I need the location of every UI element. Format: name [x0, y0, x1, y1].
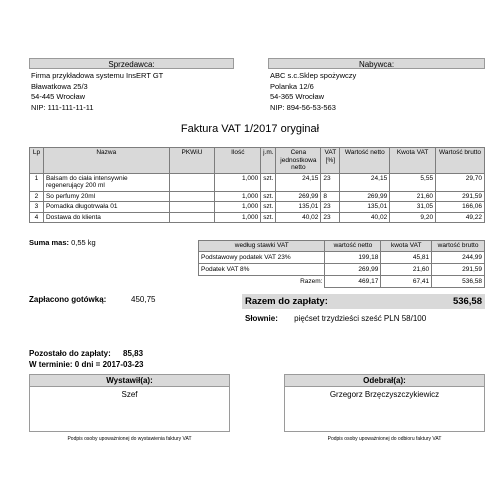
buyer-details	[268, 71, 485, 113]
item-name: Pomadka długotrwała 01	[43, 202, 169, 213]
seller-header: Sprzedawca:	[29, 58, 234, 69]
buyer-block	[268, 58, 485, 113]
total-due-label: Razem do zapłaty:	[245, 296, 328, 307]
table-row: 3 Pomadka długotrwała 01 1,000 szt. 135,01 23 135,01 31,05 166,06	[30, 202, 485, 213]
table-row: Podstawowy podatek VAT 23% 199,18 45,81 244,99	[199, 252, 485, 264]
col-unit: j.m.	[261, 148, 276, 174]
seller-block	[29, 58, 234, 113]
col-vat-amount: Kwota VAT	[390, 148, 436, 174]
remaining-payment	[29, 348, 144, 370]
table-row: 1 Balsam do ciała intensywnie regenerujący 200 ml 1,000 szt. 24,15 23 24,15 5,55 29,70	[30, 173, 485, 191]
issuer-signature-box	[29, 374, 230, 432]
seller-nip: NIP: 111-111-11-11	[31, 102, 94, 112]
table-row: 2 So perfumy 20ml 1,000 szt. 269,99 8 269,99 21,60 291,59	[30, 191, 485, 202]
buyer-nip: NIP: 894-56-53-563	[270, 102, 336, 112]
receiver-name: Grzegorz Brzęczyszczykiewicz	[329, 390, 440, 399]
receiver-header: Odebrał(a):	[285, 375, 484, 387]
vat-sum-label: Razem:	[300, 278, 323, 286]
mass-value: 0,55 kg	[71, 238, 96, 247]
col-gross-value: Wartość brutto	[436, 148, 485, 174]
seller-name: Firma przykładowa systemu InsERT GT	[31, 71, 164, 80]
in-words-label: Słownie:	[245, 314, 278, 323]
col-qty: Ilość	[215, 148, 261, 174]
issuer-name: Szef	[121, 390, 138, 399]
col-net-value: Wartość netto	[340, 148, 390, 174]
paid-cash-label: Zapłacono gotówką:	[29, 295, 107, 304]
col-net-price: Cena jednostkowa netto	[276, 148, 321, 174]
invoice-title: Faktura VAT 1/2017 oryginał	[180, 123, 320, 135]
paid-cash-value: 450,75	[131, 295, 156, 304]
item-name: Balsam do ciała intensywnie regenerujący 200 ml	[43, 173, 169, 191]
item-name: Dostawa do klienta	[43, 212, 169, 223]
buyer-name: ABC s.c.Sklep spożywczy	[270, 71, 357, 80]
issuer-note: Podpis osoby upoważnionej do wystawienia faktury VAT	[67, 436, 192, 442]
col-vat: VAT [%]	[321, 148, 340, 174]
vat-sum-row: Razem: 469,17 67,41 536,58	[199, 276, 485, 288]
items-table	[29, 147, 485, 223]
vat-header-row: według stawki VAT wartość netto kwota VAT wartość brutto	[199, 241, 485, 252]
mass-summary	[29, 238, 96, 247]
total-due-bar	[242, 294, 485, 309]
mass-label: Suma mas:	[29, 238, 70, 247]
remaining-label: Pozostało do zapłaty:	[29, 349, 111, 358]
seller-details	[29, 71, 234, 113]
col-name: Nazwa	[43, 148, 169, 174]
receiver-note: Podpis osoby upoważnionej do odbioru faktury VAT	[327, 436, 442, 442]
receiver-signature-box	[284, 374, 485, 432]
remaining-value: 85,83	[123, 349, 144, 358]
items-header-row	[30, 148, 485, 174]
seller-city: 54-445 Wrocław	[31, 92, 86, 101]
buyer-street: Polanka 12/6	[270, 81, 314, 91]
total-due-value: 536,58	[452, 296, 482, 307]
item-name: So perfumy 20ml	[43, 191, 169, 202]
buyer-header: Nabywca:	[268, 58, 485, 69]
issuer-header: Wystawił(a):	[30, 375, 229, 387]
col-lp: Lp	[30, 148, 44, 174]
payment-deadline: W terminie: 0 dni = 2017-03-23	[29, 360, 144, 369]
buyer-city: 54-365 Wrocław	[270, 92, 325, 101]
col-pkwiu: PKWiU	[169, 148, 215, 174]
vat-summary-table	[198, 240, 485, 288]
seller-street: Bławatkowa 25/3	[31, 81, 88, 91]
table-row: Podatek VAT 8% 269,99 21,60 291,59	[199, 264, 485, 276]
amount-in-words	[245, 314, 426, 323]
table-row: 4 Dostawa do klienta 1,000 szt. 40,02 23 40,02 9,20 49,22	[30, 212, 485, 223]
in-words-value: pięćset trzydzieści sześć PLN 58/100	[294, 314, 427, 323]
paid-cash	[29, 295, 156, 304]
